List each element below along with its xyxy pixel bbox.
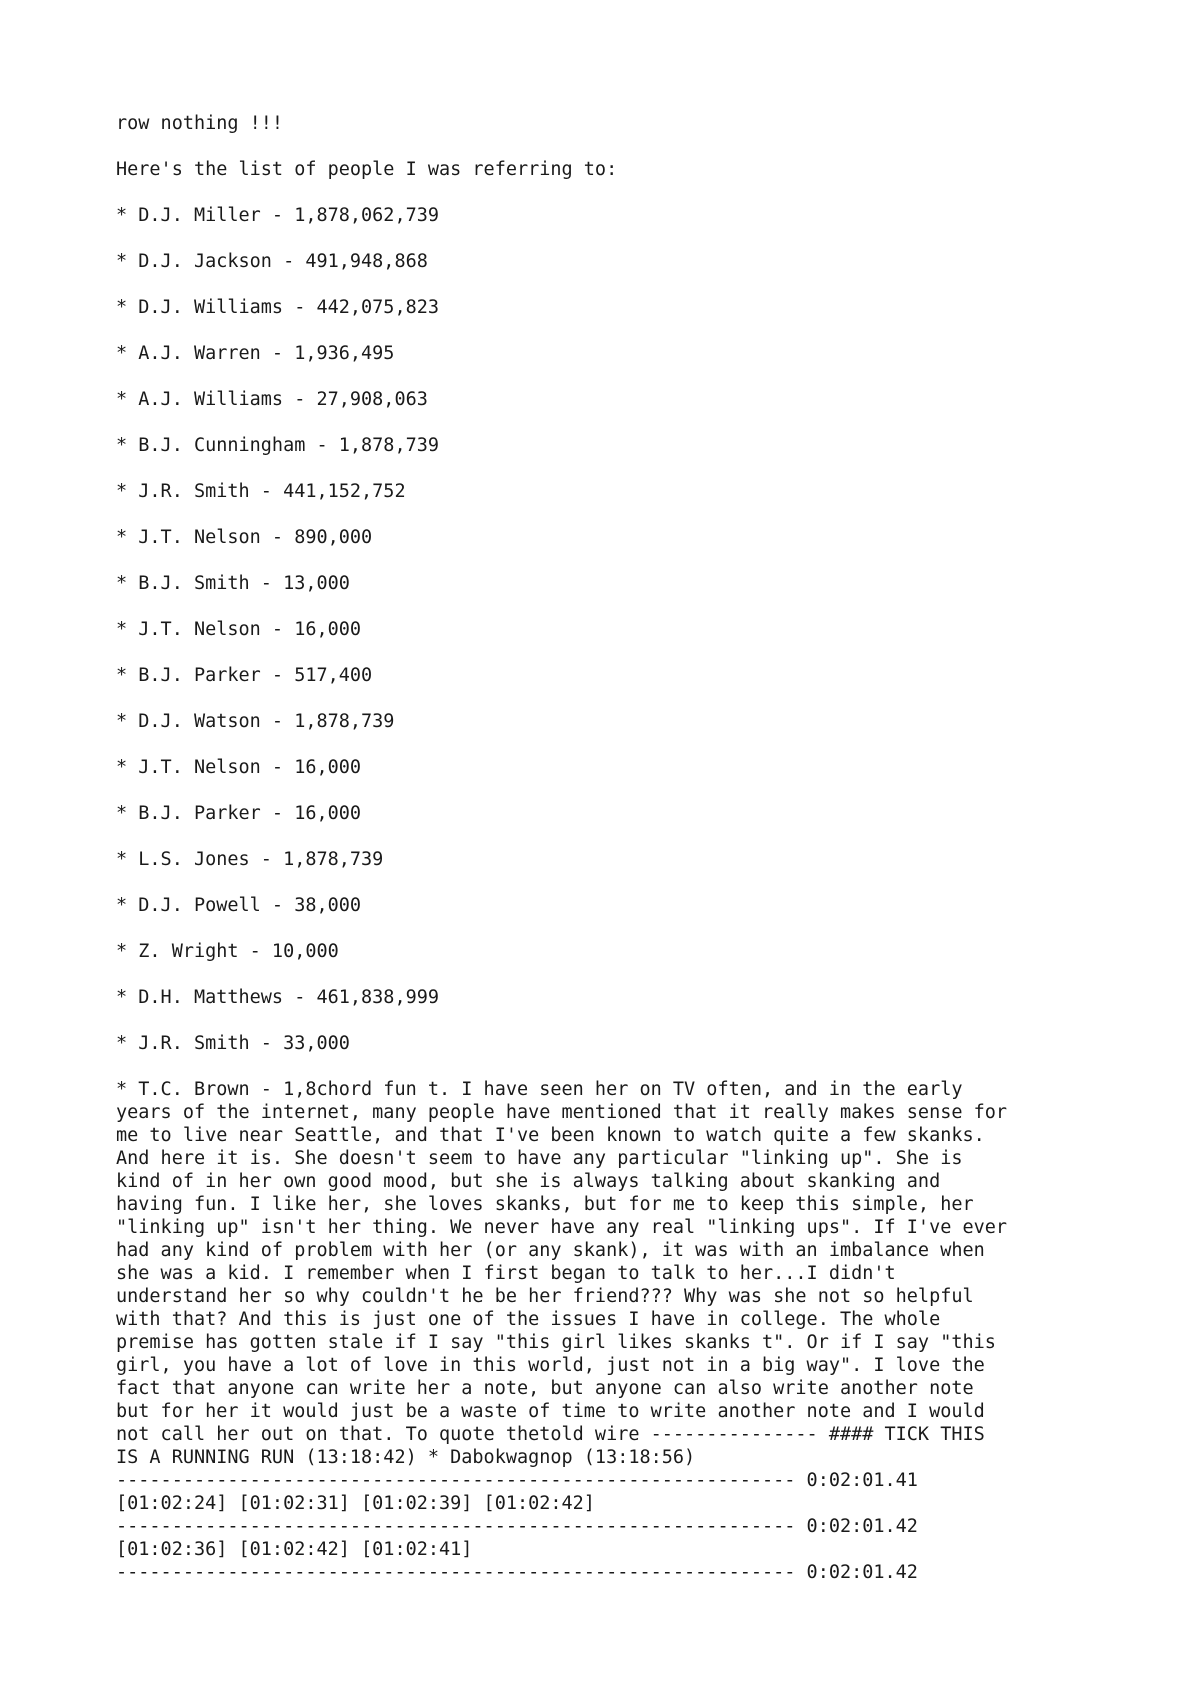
spacer xyxy=(116,181,1116,204)
list-item: * J.R. Smith - 441,152,752 xyxy=(116,481,406,502)
body-line: fact that anyone can write her a note, but anyone can also write another note xyxy=(116,1378,974,1399)
intro-line: row nothing !!! xyxy=(116,113,284,134)
list-item: * D.J. Jackson - 491,948,868 xyxy=(116,251,428,272)
document-page xyxy=(116,112,1116,1584)
log-line: ------------------------------------------------------------- 0:02:01.41 xyxy=(116,1470,918,1491)
list-item: * D.J. Watson - 1,878,739 xyxy=(116,711,395,732)
people-list xyxy=(116,204,1116,1055)
list-item: * D.H. Matthews - 461,838,999 xyxy=(116,987,440,1008)
list-item: * D.J. Powell - 38,000 xyxy=(116,895,362,916)
list-item: * B.J. Smith - 13,000 xyxy=(116,573,350,594)
spacer xyxy=(116,135,1116,158)
body-line: me to live near Seattle, and that I've been known to watch quite a few skanks. xyxy=(116,1125,985,1146)
body-line: but for her it would just be a waste of time to write another note and I would xyxy=(116,1401,985,1422)
list-item: * A.J. Williams - 27,908,063 xyxy=(116,389,428,410)
body-line: And here it is. She doesn't seem to have any particular "linking up". She is xyxy=(116,1148,963,1169)
body-line: IS A RUNNING RUN (13:18:42) * Dabokwagnop (13:18:56) xyxy=(116,1447,696,1468)
body-line: kind of in her own good mood, but she is always talking about skanking and xyxy=(116,1171,941,1192)
list-item: * J.T. Nelson - 16,000 xyxy=(116,619,362,640)
list-item: * D.J. Miller - 1,878,062,739 xyxy=(116,205,440,226)
body-line: she was a kid. I remember when I first began to talk to her...I didn't xyxy=(116,1263,896,1284)
list-item: * Z. Wright - 10,000 xyxy=(116,941,339,962)
list-item: * J.R. Smith - 33,000 xyxy=(116,1033,350,1054)
body-line: not call her out on that. To quote thetold wire --------------- #### TICK THIS xyxy=(116,1424,985,1445)
body-line: "linking up" isn't her thing. We never have any real "linking ups". If I've ever xyxy=(116,1217,1008,1238)
body-line: understand her so why couldn't he be her friend??? Why was she not so helpful xyxy=(116,1286,974,1307)
list-item: * L.S. Jones - 1,878,739 xyxy=(116,849,384,870)
list-item: * D.J. Williams - 442,075,823 xyxy=(116,297,440,318)
log-line: [01:02:24] [01:02:31] [01:02:39] [01:02:42] xyxy=(116,1493,595,1514)
body-line: years of the internet, many people have mentioned that it really makes sense for xyxy=(116,1102,1008,1123)
log-block xyxy=(116,1469,1116,1584)
log-line: [01:02:36] [01:02:42] [01:02:41] xyxy=(116,1539,473,1560)
list-item: * J.T. Nelson - 16,000 xyxy=(116,757,362,778)
body-line: girl, you have a lot of love in this world, just not in a big way". I love the xyxy=(116,1355,985,1376)
list-item: * B.J. Cunningham - 1,878,739 xyxy=(116,435,440,456)
log-line: ------------------------------------------------------------- 0:02:01.42 xyxy=(116,1516,918,1537)
body-line: with that? And this is just one of the issues I have in college. The whole xyxy=(116,1309,941,1330)
body-line: had any kind of problem with her (or any skank), it was with an imbalance when xyxy=(116,1240,985,1261)
list-item: * B.J. Parker - 16,000 xyxy=(116,803,362,824)
body-line: having fun. I like her, she loves skanks, but for me to keep this simple, her xyxy=(116,1194,974,1215)
list-item: * J.T. Nelson - 890,000 xyxy=(116,527,373,548)
body-line: * T.C. Brown - 1,8chord fun t. I have seen her on TV often, and in the early xyxy=(116,1079,963,1100)
list-item: * A.J. Warren - 1,936,495 xyxy=(116,343,395,364)
list-item: * B.J. Parker - 517,400 xyxy=(116,665,373,686)
list-heading: Here's the list of people I was referring to: xyxy=(116,159,618,180)
body-line: premise has gotten stale if I say "this girl likes skanks t". Or if I say "this xyxy=(116,1332,996,1353)
log-line: ------------------------------------------------------------- 0:02:01.42 xyxy=(116,1562,918,1583)
body-paragraph xyxy=(116,1078,1116,1469)
